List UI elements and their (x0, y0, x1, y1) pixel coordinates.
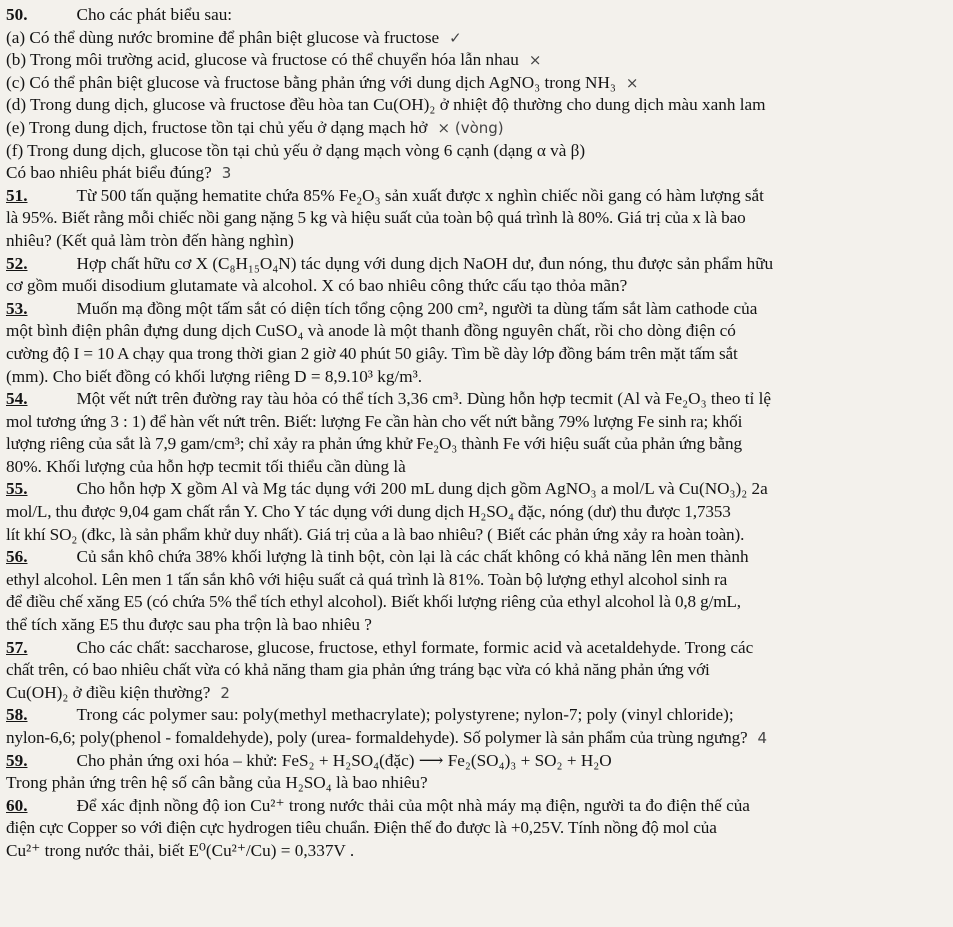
q50-statement-e (6, 117, 947, 140)
q53-text-4: (mm). Cho biết đồng có khối lượng riêng D = 8,9.10³ kg/m³. (6, 366, 423, 386)
q52-line-1 (6, 253, 947, 276)
q50-e-text: (e) Trong dung dịch, fructose tồn tại chủ yếu ở dạng mạch hở (6, 117, 428, 137)
q50-statement-b (6, 49, 947, 72)
q50-f-text: (f) Trong dung dịch, glucose tồn tại chủ yếu ở dạng mạch vòng 6 cạnh (dạng α và β) (6, 140, 586, 160)
q55-line-3 (6, 524, 947, 547)
q57-line-2 (6, 659, 947, 682)
q59-line-2 (6, 772, 947, 795)
q50-statement-f (6, 140, 947, 163)
q55-number: 55. (6, 479, 28, 499)
q51-number: 51. (6, 185, 28, 205)
q59-text-1: Cho phản ứng oxi hóa – khử: FeS₂ + H₂SO₄(đặc) ⟶ Fe₂(SO₄)₃ + SO₂ + H₂O (76, 750, 612, 770)
q60-line-1 (6, 795, 947, 818)
q58-text-2: nylon-6,6; poly(phenol - fomaldehyde), poly (urea- formaldehyde). Số polymer là sản phẩm của trùng ngưng? (6, 728, 748, 747)
q55-line-1 (6, 478, 947, 501)
q51-text-1: Từ 500 tấn quặng hematite chứa 85% Fe₂O₃ sản xuất được x nghìn chiếc nồi gang có hàm lượng sắt (76, 185, 764, 205)
q59-text-2: Trong phản ứng trên hệ số cân bằng của H₂SO₄ là bao nhiêu? (6, 773, 428, 793)
q56-number: 56. (6, 547, 28, 567)
q54-text-4: 80%. Khối lượng của hỗn hợp tecmit tối thiểu cần dùng là (6, 456, 406, 476)
q55-text-3: lít khí SO₂ (đkc, là sản phẩm khử duy nhất). Giá trị của a là bao nhiêu? ( Biết các phản ứng xảy ra hoàn toàn). (6, 524, 745, 544)
q58-line-2 (6, 727, 947, 750)
q53-line-4 (6, 366, 947, 389)
q53-text-1: Muốn mạ đồng một tấm sắt có diện tích tổng cộng 200 cm², người ta dùng tấm sắt làm cathode của (76, 298, 758, 318)
q52-line-2 (6, 275, 947, 298)
q53-text-3: cường độ I = 10 A chạy qua trong thời gian 2 giờ 40 phút 50 giây. Tìm bề dày lớp đồng bám trên mặt tấm sắt (6, 343, 738, 363)
q57-line-3 (6, 682, 947, 705)
handwritten-answer: 3 (221, 164, 232, 183)
q58-number: 58. (6, 705, 28, 725)
q53-line-1 (6, 298, 947, 321)
cross-mark-icon: × (528, 51, 542, 70)
handwritten-answer: 2 (220, 683, 230, 702)
q51-line-3 (6, 230, 947, 253)
q51-line-1 (6, 185, 947, 208)
q60-line-3 (6, 840, 947, 863)
q53-number: 53. (6, 298, 28, 318)
q57-number: 57. (6, 637, 28, 657)
q50-a-text: (a) Có thể dùng nước bromine để phân biệt glucose và fructose (6, 27, 440, 47)
q55-text-2: mol/L, thu được 9,04 gam chất rắn Y. Cho Y tác dụng với dung dịch H₂SO₄ đặc, nóng (dư) thu được 1,7353 (6, 502, 731, 522)
q53-line-2 (6, 320, 947, 343)
q54-line-3 (6, 433, 947, 456)
q55-text-1: Cho hỗn hợp X gồm Al và Mg tác dụng với 200 mL dung dịch gồm AgNO₃ a mol/L và Cu(NO₃)₂ 2a (76, 479, 768, 499)
q54-text-3: lượng riêng của sắt là 7,9 gam/cm³; chỉ xảy ra phản ứng khử Fe₂O₃ thành Fe với hiệu suất của phản ứng bằng (6, 434, 742, 454)
q50-statement-a (6, 27, 947, 50)
q50-question: Có bao nhiêu phát biểu đúng? (6, 163, 212, 183)
q56-text-4: thể tích xăng E5 thu được sau pha trộn là bao nhiêu ? (6, 615, 372, 635)
q56-line-2 (6, 569, 947, 592)
q60-line-2 (6, 817, 947, 840)
q54-text-2: mol tương ứng 3 : 1) để hàn vết nứt trên. Biết: lượng Fe cần hàn cho vết nứt bằng 79% lượng Fe sinh ra; khối (6, 411, 743, 431)
q52-number: 52. (6, 253, 28, 273)
check-mark-icon: ✓ (449, 28, 462, 47)
q60-number: 60. (6, 795, 28, 815)
q56-text-2: ethyl alcohol. Lên men 1 tấn sắn khô với hiệu suất cả quá trình là 81%. Toàn bộ lượng ethyl alcohol sinh ra (6, 569, 728, 589)
q53-line-3 (6, 343, 947, 366)
q55-line-2 (6, 501, 947, 524)
q52-text-2: cơ gồm muối disodium glutamate và alcohol. X có bao nhiêu công thức cấu tạo thỏa mãn? (6, 276, 628, 296)
q56-line-4 (6, 614, 947, 637)
q54-number: 54. (6, 389, 28, 409)
q50-statement-d (6, 94, 947, 117)
q59-line-1 (6, 750, 947, 773)
q53-text-2: một bình điện phân đựng dung dịch CuSO₄ và anode là một thanh đồng nguyên chất, rồi cho dòng điện có (6, 321, 736, 341)
q56-line-3 (6, 591, 947, 614)
q60-text-1: Để xác định nồng độ ion Cu²⁺ trong nước thải của một nhà máy mạ điện, người ta đo điện thế của (76, 795, 750, 815)
q59-number: 59. (6, 750, 28, 770)
q54-line-4 (6, 456, 947, 479)
q56-line-1 (6, 546, 947, 569)
q57-text-3: Cu(OH)₂ ở điều kiện thường? (6, 682, 211, 702)
q50-c-text: (c) Có thể phân biệt glucose và fructose bằng phản ứng với dung dịch AgNO₃ trong NH₃ (6, 72, 616, 92)
cross-mark-icon: × (625, 73, 639, 92)
q56-text-1: Củ sắn khô chứa 38% khối lượng là tinh bột, còn lại là các chất không có khả năng lên men thành (76, 547, 749, 567)
cross-note-icon: × (vòng) (437, 118, 504, 137)
q58-line-1 (6, 704, 947, 727)
q54-text-1: Một vết nứt trên đường ray tàu hỏa có thể tích 3,36 cm³. Dùng hỗn hợp tecmit (Al và Fe₂O₃ theo tỉ lệ (76, 389, 772, 409)
q50-intro-line (6, 4, 947, 27)
q50-number: 50. (6, 5, 28, 24)
q60-text-3: Cu²⁺ trong nước thải, biết E⁰(Cu²⁺/Cu) = 0,337V . (6, 840, 355, 860)
q57-line-1 (6, 637, 947, 660)
q50-intro: Cho các phát biểu sau: (76, 5, 233, 24)
q54-line-1 (6, 388, 947, 411)
q51-text-3: nhiêu? (Kết quả làm tròn đến hàng nghìn) (6, 230, 294, 250)
q50-statement-c (6, 72, 947, 95)
q51-line-2 (6, 207, 947, 230)
q50-d-text: (d) Trong dung dịch, glucose và fructose đều hòa tan Cu(OH)₂ ở nhiệt độ thường cho dung dịch màu xanh lam (6, 95, 766, 115)
q60-text-2: điện cực Copper so với điện cực hydrogen tiêu chuẩn. Điện thế đo được là +0,25V. Tính nồng độ mol của (6, 818, 717, 838)
q51-text-2: là 95%. Biết rằng mỗi chiếc nồi gang nặng 5 kg và hiệu suất của toàn bộ quá trình là 80%. Giá trị của x là bao (6, 208, 746, 228)
q50-question-line (6, 162, 947, 185)
q57-text-1: Cho các chất: saccharose, glucose, fructose, ethyl formate, formic acid và acetaldehyde. Trong các (76, 637, 754, 657)
handwritten-answer: 4 (757, 729, 767, 747)
q50-b-text: (b) Trong môi trường acid, glucose và fructose có thể chuyển hóa lẫn nhau (6, 50, 519, 70)
q58-text-1: Trong các polymer sau: poly(methyl methacrylate); polystyrene; nylon-7; poly (vinyl chloride); (76, 705, 734, 725)
q57-text-2: chất trên, có bao nhiêu chất vừa có khả năng tham gia phản ứng tráng bạc vừa có khả năng phản ứng với (6, 660, 710, 680)
q52-text-1: Hợp chất hữu cơ X (C₈H₁₅O₄N) tác dụng với dung dịch NaOH dư, đun nóng, thu được sản phẩm hữu (76, 253, 774, 273)
q56-text-3: để điều chế xăng E5 (có chứa 5% thể tích ethyl alcohol). Biết khối lượng riêng của ethyl alcohol là 0,8 g/mL, (6, 592, 741, 612)
q54-line-2 (6, 411, 947, 434)
